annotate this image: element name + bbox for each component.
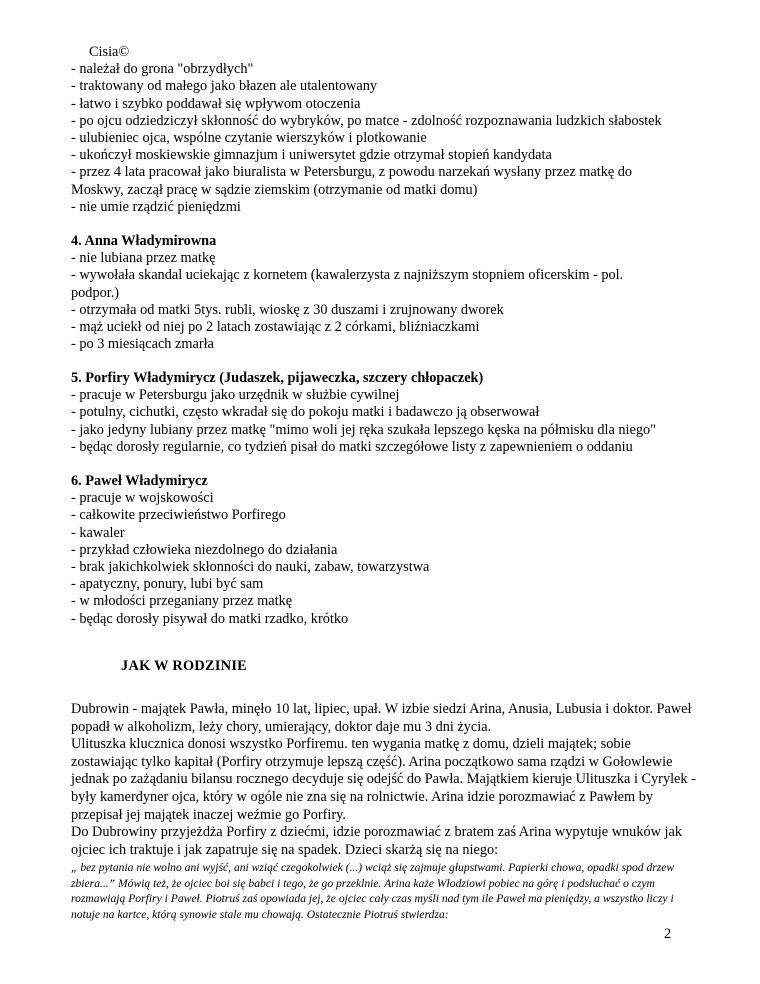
section-previous-character <box>71 44 711 216</box>
page-number: 2 <box>664 926 672 942</box>
list-item: - całkowite przeciwieństwo Porfirego <box>71 507 286 524</box>
list-item: - kawaler <box>71 524 125 541</box>
paragraph: Do Dubrowiny przyjeżdża Porfiry z dziećmi, idzie porozmawiać z bratem zaś Arina wypytuje wnuków jak ojciec ich traktuje i jak zapatruje się na spadek. Dzieci skarżą się na niego: <box>71 824 682 858</box>
quote-paragraph: „ bez pytania nie wolno ani wyjść, ani wziąć czegokolwiek (...) wciąż się zajmuje głupstwami. Papierki chowa, opadki spod drzew zbiera...” Mówią też, że ojciec boi się babci i tego, że go przeklnie. Arina każe Włodziowi pobiec na górę i podsłuchać o czym rozmawiają Porfiry i Paweł. Piotruś zaś opowiada jej, że ojciec cały czas myśli nad tym ile Paweł ma pieniędzy, a wszystko liczy i notuje na kartce, którą synowie stale mu chowają. Ostatecznie Piotruś stwierdza: <box>71 861 675 921</box>
section-title: JAK W RODZINIE <box>121 658 248 674</box>
list-item: - otrzymała od matki 5tys. rubli, wioskę z 30 duszami i zrujnowany dworek <box>71 301 504 318</box>
list-item: - przykład człowieka niezdolnego do działania <box>71 541 338 558</box>
list-item: - jako jedyny lubiany przez matkę "mimo woli jej ręka szukała lepszego kęska na półmisku dla niego" <box>71 421 656 438</box>
section-heading: 5. Porfiry Władymirycz (Judaszek, pijaweczka, szczery chłopaczek) <box>71 370 484 386</box>
list-item: - łatwo i szybko poddawał się wpływom otoczenia <box>71 95 361 112</box>
list-item: - apatyczny, ponury, lubi być sam <box>71 576 264 593</box>
list-item: - nie umie rządzić pieniędzmi <box>71 198 241 215</box>
list-item: - potulny, cichutki, często wkradał się do pokoju matki i badawczo ją obserwował <box>71 404 540 421</box>
list-item: - należał do grona "obrzydłych" <box>71 61 254 78</box>
list-item: - pracuje w Petersburgu jako urzędnik w służbie cywilnej <box>71 387 400 404</box>
list-item: - ulubieniec ojca, wspólne czytanie wierszyków i plotkowanie <box>71 130 427 147</box>
list-item: - będąc dorosły regularnie, co tydzień pisał do matki szczegółowe listy z zapewnieniem o oddaniu <box>71 438 633 455</box>
section-family-prose <box>71 701 696 922</box>
list-item: - po ojcu odziedziczył skłonność do wybryków, po matce - zdolność rozpoznawania ludzkich słabostek <box>71 112 662 129</box>
list-item: - wywołała skandal uciekając z kornetem (kawalerzysta z najniższym stopniem oficerskim - pol. podpor.) <box>71 267 624 301</box>
list-item: - traktowany od małego jako błazen ale utalentowany <box>71 78 378 95</box>
section-heading: 4. Anna Władymirowna <box>71 233 217 249</box>
paragraph: Dubrowin - majątek Pawła, minęło 10 lat, lipiec, upał. W izbie siedzi Arina, Anusia, Lubusia i doktor. Paweł popadł w alkoholizm, leży chory, umierający, doktor daje mu 3 dni życia. <box>71 701 692 735</box>
list-item: - mąż uciekł od niej po 2 latach zostawiając z 2 córkami, bliźniaczkami <box>71 319 480 336</box>
list-item: - brak jakichkolwiek skłonności do nauki, zabaw, towarzystwa <box>71 559 430 576</box>
section-pawel <box>71 473 711 628</box>
list-item: - po 3 miesiącach zmarła <box>71 336 214 353</box>
signature-text: Cisia© <box>89 44 130 60</box>
list-item: - przez 4 lata pracował jako biuralista w Petersburgu, z powodu narzekań wysłany przez matkę do Moskwy, zaczął pracę w sądzie ziemskim (otrzymanie od matki domu) <box>71 164 633 198</box>
list-item: - będąc dorosły pisywał do matki rzadko, krótko <box>71 610 349 627</box>
list-item: - w młodości przeganiany przez matkę <box>71 593 293 610</box>
paragraph: Ulituszka klucznica donosi wszystko Porfiremu. ten wygania matkę z domu, dzieli majątek; sobie zostawiając tylko kapitał (Porfiry otrzymuje lepszą część). Arina początkowo sama rządzi w Gołowlewie jednak po zażądaniu bilansu rocznego decyduje się odejść do Pawła. Majątkiem kieruje Ulituszka i Cyrylek - były kamerdyner ojca, który w ogóle nie zna się na rolnictwie. Arina idzie porozmawiać z Pawłem by przepisał jej majątek inaczej weźmie go Porfiry. <box>71 736 696 823</box>
list-item: - pracuje w wojskowości <box>71 490 214 507</box>
section-heading: 6. Paweł Władymirycz <box>71 473 208 489</box>
section-anna <box>71 233 711 353</box>
section-porfiry <box>71 370 711 456</box>
list-item: - nie lubiana przez matkę <box>71 250 216 267</box>
list-item: - ukończył moskiewskie gimnazjum i uniwersytet gdzie otrzymał stopień kandydata <box>71 147 552 164</box>
